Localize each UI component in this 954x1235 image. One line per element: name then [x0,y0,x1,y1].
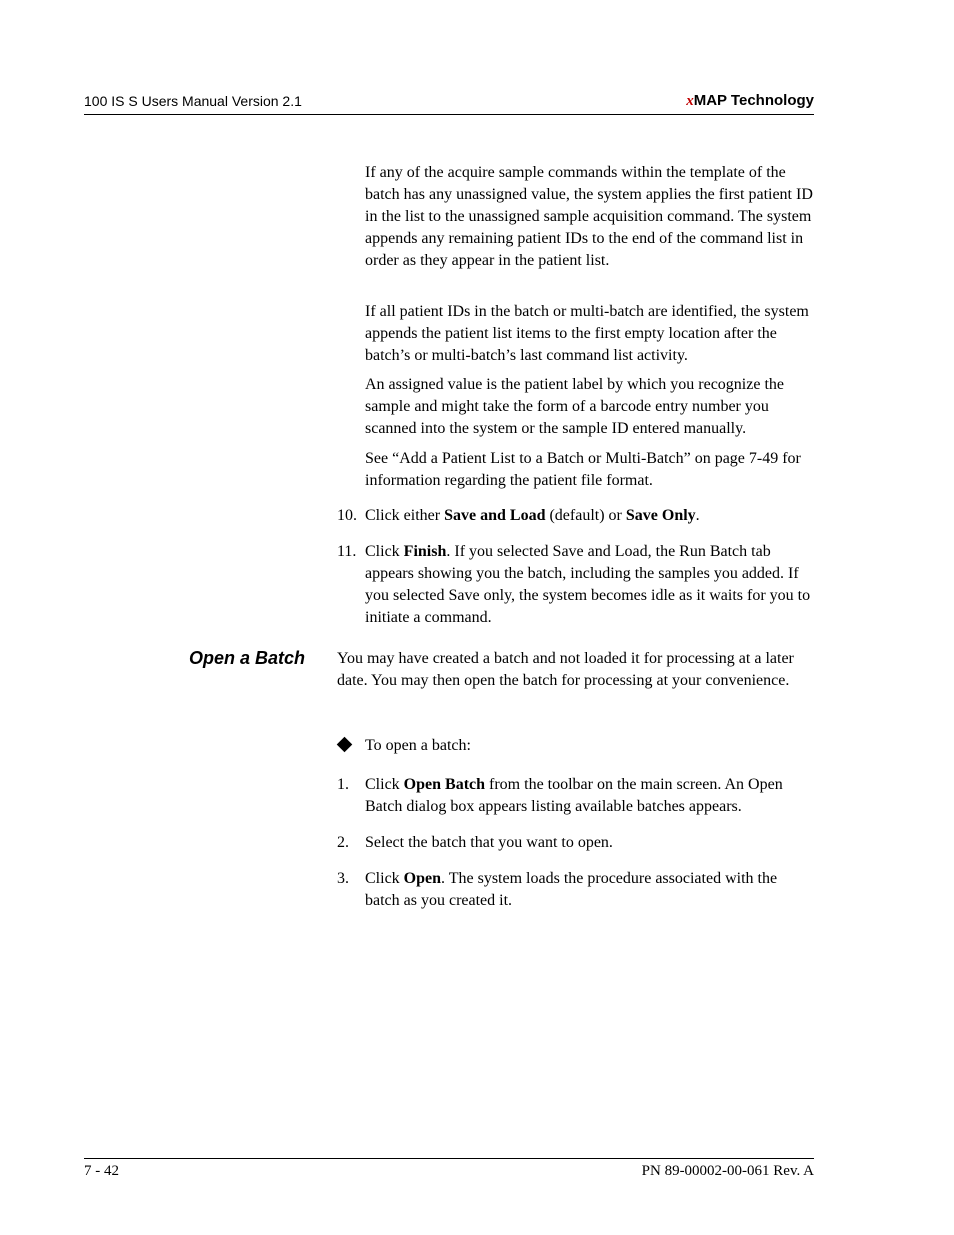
paragraph-identified: If all patient IDs in the batch or multi-batch are identified, the system appends the patient list items to the first empty location after the batch’s or multi-batch’s last command list activity. [365,303,809,364]
step-number: 3. [337,870,349,887]
open-batch-label: Open Batch [403,776,486,793]
page-number: 7 - 42 [84,1163,119,1179]
page-header [84,90,814,115]
open-label: Open [403,870,442,887]
open-step-1: Click Open Batch from the toolbar on the main screen. An Open Batch dialog box appears listing available batches appears. [365,776,783,815]
paragraph-see-reference: See “Add a Patient List to a Batch or Multi-Batch” on page 7-49 for information regarding the patient file format. [365,450,801,489]
manual-title: 100 IS S Users Manual Version 2.1 [84,93,302,109]
brand-rest: MAP Technology [693,92,814,109]
paragraph-assigned-value: An assigned value is the patient label by which you recognize the sample and might take the form of a barcode entry number you scanned into the system or the sample ID entered manually. [365,376,784,437]
part-number: PN 89-00002-00-061 Rev. A [641,1163,814,1179]
brand-title [686,92,814,110]
page-footer [84,1158,814,1179]
section-heading: Open a Batch [189,648,306,668]
bullet-diamond-icon [337,737,353,753]
save-and-load-label: Save and Load [444,507,546,524]
step-10-text: Click either Save and Load (default) or Save Only. [365,507,700,524]
step-number: 11. [337,543,357,560]
section-intro: You may have created a batch and not loaded it for processing at a later date. You may then open the batch for processing at your convenience. [337,650,794,689]
paragraph-unassigned: If any of the acquire sample commands within the template of the batch has any unassigned value, the system applies the first patient ID in the list to the unassigned sample acquisition command. The system appends any remaining patient IDs to the end of the command list in order as they appear in the patient list. [365,164,813,269]
procedure-bullet: To open a batch: [365,737,471,754]
open-step-3: Click Open. The system loads the procedure associated with the batch as you created it. [365,870,778,909]
finish-label: Finish [403,543,447,560]
step-number: 1. [337,776,349,793]
step-11-text: Click Finish. If you selected Save and Load, the Run Batch tab appears showing you the batch, including the samples you added. If you selected Save only, the system becomes idle as it waits for you to initiate a command. [365,543,811,626]
save-only-label: Save Only [625,507,696,524]
brand-x: x [686,93,694,109]
open-step-2: Select the batch that you want to open. [365,834,613,851]
step-number: 10. [337,507,357,524]
step-number: 2. [337,834,349,851]
